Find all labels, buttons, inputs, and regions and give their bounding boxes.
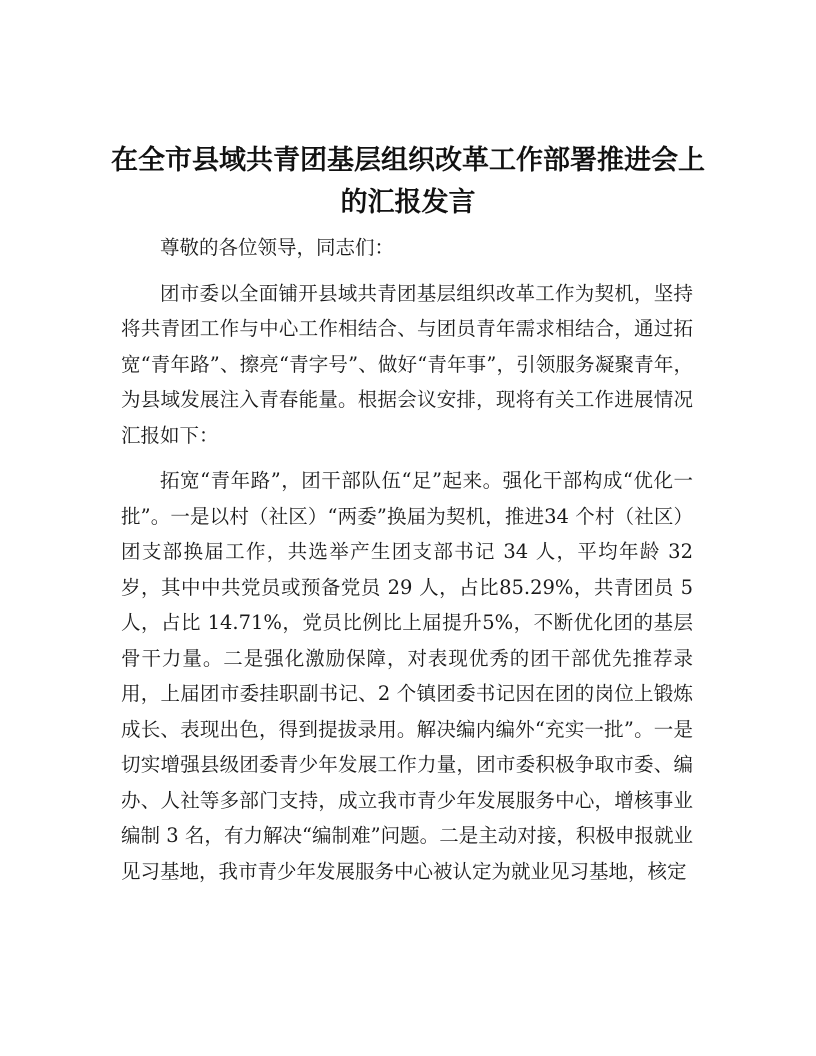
paragraph-cadre-team: 拓宽“青年路”，团干部队伍“足”起来。强化干部构成“优化一批”。一是以村（社区）“两委”换届为契机，推进34 个村（社区）团支部换届工作，共选举产生团支部书记 34 人，平均年龄 32 岁，其中中共党员或预备党员 29 人，占比85.29%，共青团员 5 人，占比 14.71%，党员比例比上届提升5%，不断优化团的基层骨干力量。二是强化激励保障，对表现优秀的团干部优先推荐录用，上届团市委挂职副书记、2 个镇团委书记因在团的岗位上锻炼成长、表现出色，得到提拔录用。解决编内编外“充实一批”。一是切实增强县级团委青少年发展工作力量，团市委积极争取市委、编办、人社等多部门支持，成立我市青少年发展服务中心，增核事业编制 3 名，有力解决“编制难”问题。二是主动对接，积极申报就业见习基地，我市青少年发展服务中心被认定为就业见习基地，核定 (121, 469, 693, 883)
salutation: 尊敬的各位领导，同志们： (160, 236, 395, 259)
paragraph-intro: 团市委以全面铺开县域共青团基层组织改革工作为契机，坚持将共青团工作与中心工作相结合、与团员青年需求相结合，通过拓宽“青年路”、擦亮“青字号”、做好“青年事”，引领服务凝聚青年，为县域发展注入青春能量。根据会议安排，现将有关工作进展情况汇报如下： (121, 281, 693, 447)
document-body (121, 230, 693, 889)
document-title: 在全市县域共青团基层组织改革工作部署推进会上的汇报发言 (111, 145, 705, 218)
